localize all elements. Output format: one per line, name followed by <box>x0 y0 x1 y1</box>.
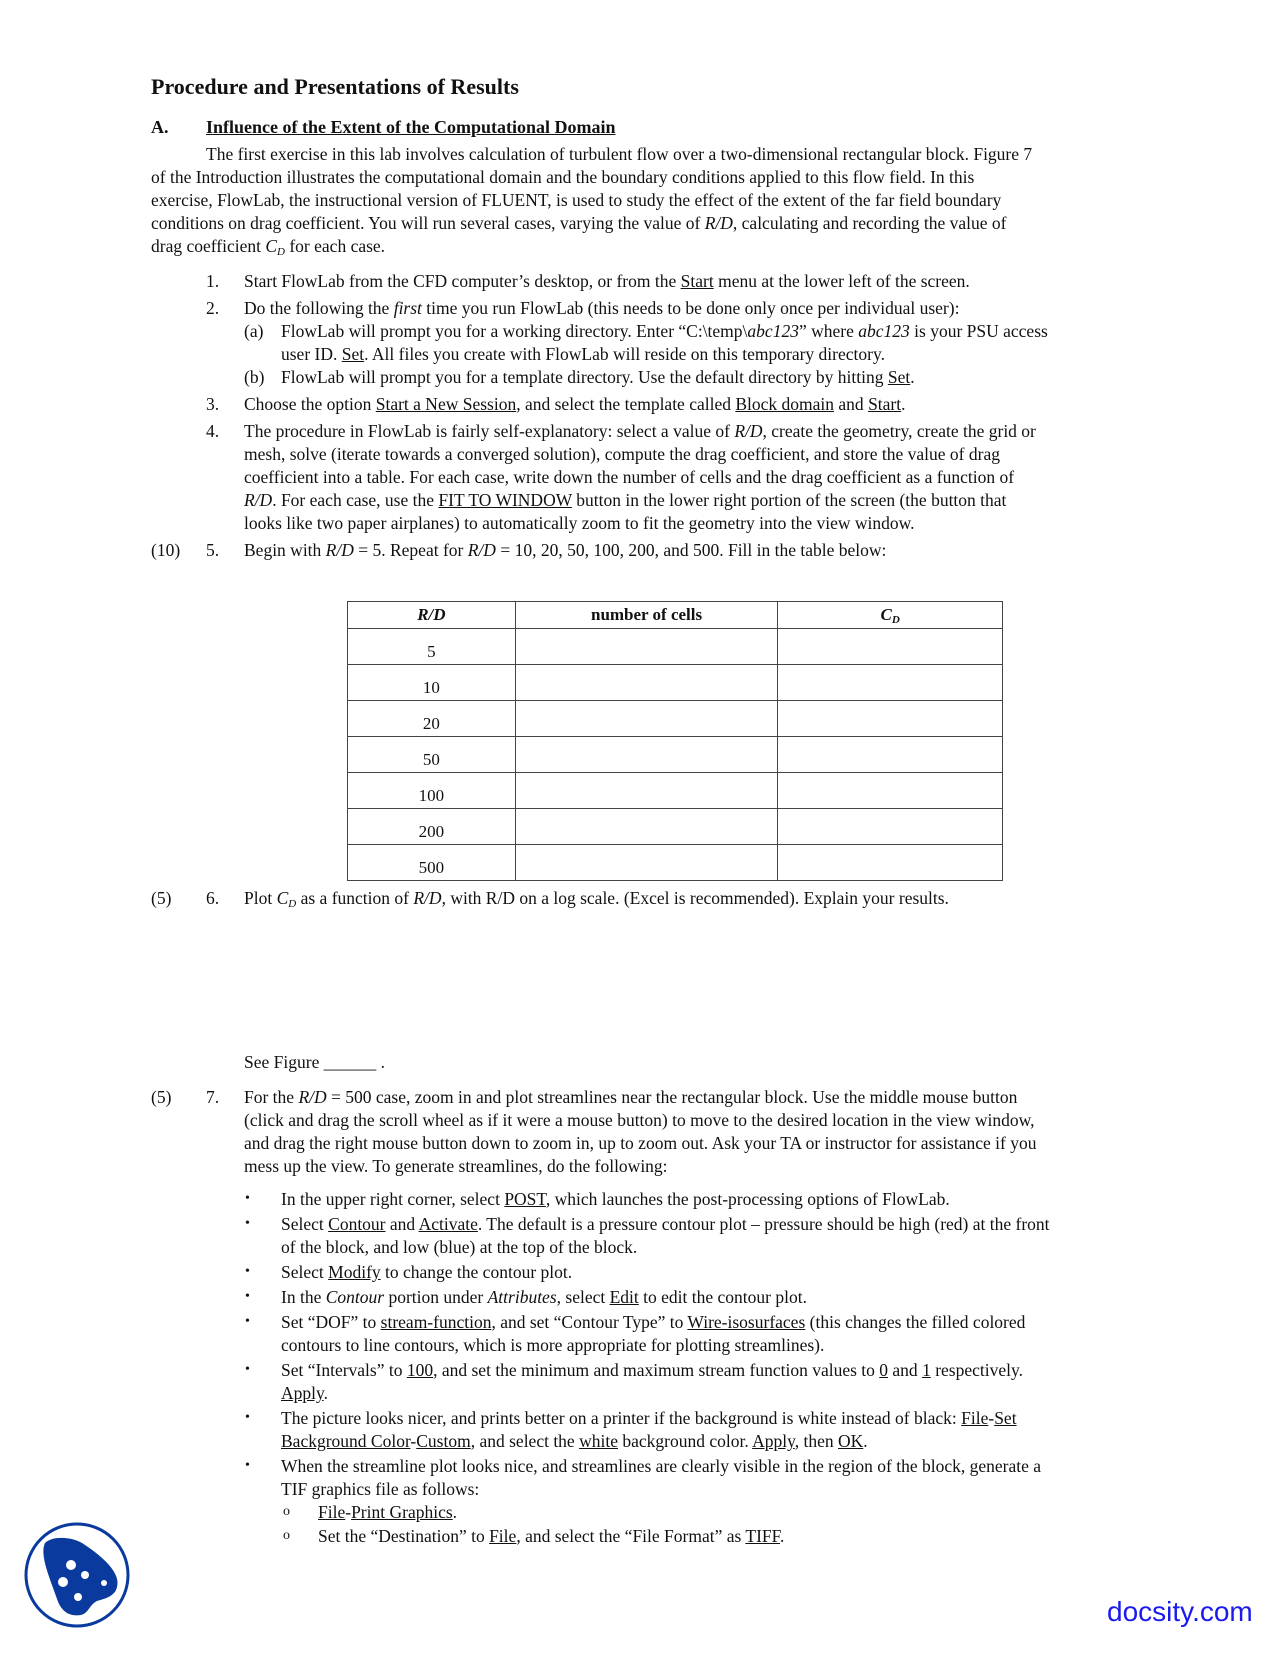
step-2b-label: (b) <box>244 367 265 387</box>
intro-line: of the Introduction illustrates the computational domain and the boundary conditions applied to this flow field. In this <box>151 167 975 187</box>
intro-line: drag coefficient $C_D$ for each case. <box>151 236 386 258</box>
points-label: (5) <box>151 888 172 908</box>
docsity-logo-icon <box>23 1521 131 1629</box>
step-2a-text-cont: user ID. Set. All files you create with FlowLab will reside on this temporary directory. <box>281 344 885 364</box>
cells-input-cell[interactable] <box>515 845 778 881</box>
table-row: 500 <box>348 845 1003 881</box>
bullet-icon: • <box>245 1314 250 1329</box>
header-cd: $C_D$ <box>778 602 1003 629</box>
bullet-icon: • <box>245 1216 250 1231</box>
table-row: 10 <box>348 665 1003 701</box>
header-rd: R/D <box>348 602 516 629</box>
sub-bullet-text: File-Print Graphics. <box>318 1502 458 1522</box>
intro-line: conditions on drag coefficient. You will run several cases, varying the value of R/D, calculating and recording the value of <box>151 213 1007 233</box>
step-6-text: Plot $C_D$ as a function of R/D, with R/D on a log scale. (Excel is recommended). Explain your results. <box>244 888 949 910</box>
bullet-text: Set “DOF” to stream-function, and set “Contour Type” to Wire-isosurfaces (this changes the filled colored <box>281 1312 1026 1332</box>
step-number: 7. <box>206 1087 220 1107</box>
intro-line: exercise, FlowLab, the instructional version of FLUENT, is used to study the effect of the extent of the far field boundary <box>151 190 1002 210</box>
cells-input-cell[interactable] <box>515 773 778 809</box>
step-4-text: mesh, solve (iterate towards a converged solution), compute the drag coefficient, and store the value of drag <box>244 444 1000 464</box>
bullet-icon: • <box>245 1362 250 1377</box>
step-3-text: Choose the option Start a New Session, and select the template called Block domain and Start. <box>244 394 906 414</box>
step-number: 6. <box>206 888 220 908</box>
cd-input-cell[interactable] <box>778 737 1003 773</box>
bullet-icon: • <box>245 1264 250 1279</box>
cd-input-cell[interactable] <box>778 665 1003 701</box>
cd-input-cell[interactable] <box>778 701 1003 737</box>
step-4-text: R/D. For each case, use the FIT TO WINDOW button in the lower right portion of the screen (the button that <box>244 490 1007 510</box>
step-2a-label: (a) <box>244 321 264 341</box>
step-1-text: Start FlowLab from the CFD computer’s desktop, or from the Start menu at the lower left of the screen. <box>244 271 970 291</box>
bullet-text-cont: of the block, and low (blue) at the top of the block. <box>281 1237 638 1257</box>
step-7-text: and drag the right mouse button down to zoom in, up to zoom out. Ask your TA or instructor for assistance if you <box>244 1133 1037 1153</box>
bullet-text-cont: Background Color-Custom, and select the white background color. Apply, then OK. <box>281 1431 868 1451</box>
bullet-icon: • <box>245 1289 250 1304</box>
header-cells: number of cells <box>515 602 778 629</box>
sub-bullet-icon: o <box>283 1504 290 1519</box>
bullet-icon: • <box>245 1458 250 1473</box>
cells-input-cell[interactable] <box>515 701 778 737</box>
table-row: 200 <box>348 809 1003 845</box>
step-2a-text: FlowLab will prompt you for a working directory. Enter “C:\temp\abc123” where abc123 is your PSU access <box>281 321 1048 341</box>
step-2b-text: FlowLab will prompt you for a template directory. Use the default directory by hitting Set. <box>281 367 915 387</box>
page-heading: Procedure and Presentations of Results <box>151 74 519 99</box>
cd-input-cell[interactable] <box>778 845 1003 881</box>
points-label: (5) <box>151 1087 172 1107</box>
bullet-text: Set “Intervals” to 100, and set the minimum and maximum stream function values to 0 and 1 respectively. <box>281 1360 1023 1380</box>
intro-line: The first exercise in this lab involves calculation of turbulent flow over a two-dimensional rectangular block. Figure 7 <box>206 144 1033 164</box>
step-4-text: The procedure in FlowLab is fairly self-explanatory: select a value of R/D, create the geometry, create the grid or <box>244 421 1036 441</box>
cells-input-cell[interactable] <box>515 809 778 845</box>
cells-input-cell[interactable] <box>515 665 778 701</box>
cd-input-cell[interactable] <box>778 773 1003 809</box>
bullet-text: When the streamline plot looks nice, and streamlines are clearly visible in the region of the block, generate a <box>281 1456 1042 1476</box>
bullet-icon: • <box>245 1191 250 1206</box>
bullet-text: The picture looks nicer, and prints better on a printer if the background is white instead of black: File-Set <box>281 1408 1017 1428</box>
step-number: 3. <box>206 394 220 414</box>
bullet-text: In the Contour portion under Attributes, select Edit to edit the contour plot. <box>281 1287 807 1307</box>
start-menu-link: Start <box>680 271 714 291</box>
step-number: 2. <box>206 298 220 318</box>
see-figure-text: See Figure ______ . <box>244 1052 385 1072</box>
bullet-icon: • <box>245 1410 250 1425</box>
table-row: 100 <box>348 773 1003 809</box>
points-label: (10) <box>151 540 181 560</box>
section-letter: A. <box>151 117 169 137</box>
table-row: 20 <box>348 701 1003 737</box>
step-4-text: looks like two paper airplanes) to automatically zoom to fit the geometry into the view window. <box>244 513 915 533</box>
table-row: 5 <box>348 629 1003 665</box>
bullet-text: Select Modify to change the contour plot. <box>281 1262 573 1282</box>
step-7-text: mess up the view. To generate streamlines, do the following: <box>244 1156 668 1176</box>
cells-input-cell[interactable] <box>515 629 778 665</box>
docsity-watermark-link[interactable]: docsity.com <box>1107 1596 1253 1627</box>
bullet-text-cont: contours to line contours, which is more appropriate for plotting streamlines). <box>281 1335 825 1355</box>
step-2-text: Do the following the first time you run FlowLab (this needs to be done only once per individual user): <box>244 298 960 318</box>
bullet-text: Select Contour and Activate. The default is a pressure contour plot – pressure should be high (red) at the front <box>281 1214 1050 1234</box>
step-number: 4. <box>206 421 220 441</box>
step-7-text: For the R/D = 500 case, zoom in and plot streamlines near the rectangular block. Use the middle mouse button <box>244 1087 1018 1107</box>
section-title: Influence of the Extent of the Computational Domain <box>206 117 616 137</box>
step-number: 5. <box>206 540 220 560</box>
cells-input-cell[interactable] <box>515 737 778 773</box>
results-table <box>347 601 1003 881</box>
sub-bullet-text: Set the “Destination” to File, and select the “File Format” as TIFF. <box>318 1526 785 1546</box>
cd-input-cell[interactable] <box>778 809 1003 845</box>
sub-bullet-icon: o <box>283 1528 290 1543</box>
bullet-text-cont: Apply. <box>281 1383 328 1403</box>
step-number: 1. <box>206 271 220 291</box>
bullet-text-cont: TIF graphics file as follows: <box>281 1479 480 1499</box>
step-5-text: Begin with R/D = 5. Repeat for R/D = 10, 20, 50, 100, 200, and 500. Fill in the table below: <box>244 540 887 560</box>
table-row: 50 <box>348 737 1003 773</box>
step-4-text: coefficient into a table. For each case, write down the number of cells and the drag coefficient as a function of <box>244 467 1015 487</box>
step-7-text: (click and drag the scroll wheel as if it were a mouse button) to move to the desired location in the view window, <box>244 1110 1035 1130</box>
table-header-row <box>348 602 1003 629</box>
bullet-text: In the upper right corner, select POST, which launches the post-processing options of FlowLab. <box>281 1189 950 1209</box>
cd-input-cell[interactable] <box>778 629 1003 665</box>
